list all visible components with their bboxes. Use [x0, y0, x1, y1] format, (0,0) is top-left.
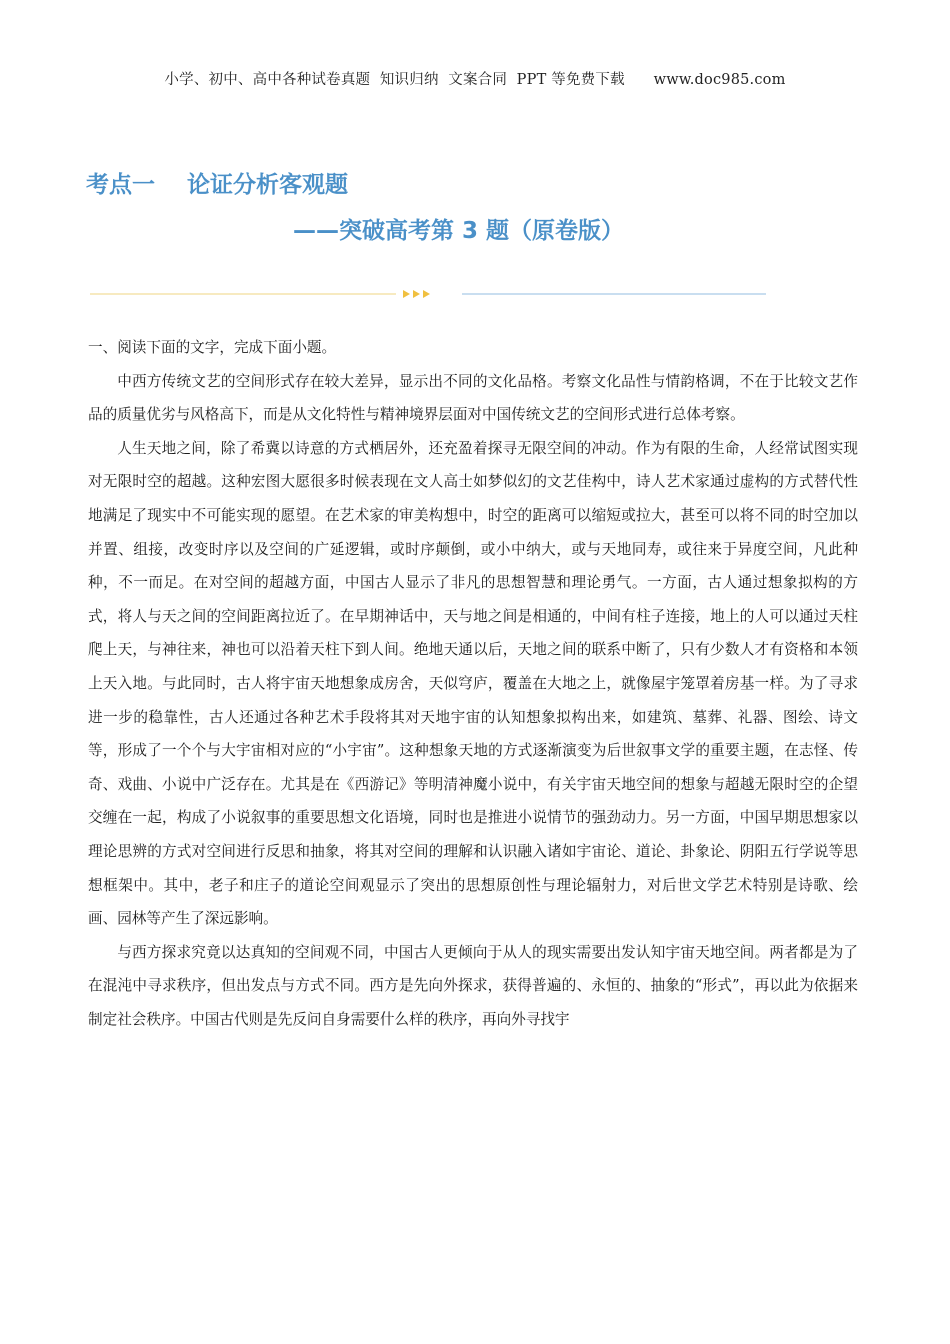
passage-paragraph: 与西方探求究竟以达真知的空间观不同，中国古人更倾向于从人的现实需要出发认知宇宙天地空间。两者都是为了在混沌中寻求秩序，但出发点与方式不同。西方是先向外探求，获得普遍的、永恒的、抽象的“形式”，再以此为依据来制定社会秩序。中国古代则是先反问自身需要什么样的秩序，再向外寻找宇	[88, 943, 858, 1028]
divider-arrow-icon	[403, 290, 410, 298]
passage-paragraph: 人生天地之间，除了希冀以诗意的方式栖居外，还充盈着探寻无限空间的冲动。作为有限的生命，人经常试图实现对无限时空的超越。这种宏图大愿很多时候表现在文人高士如梦似幻的文艺佳构中，诗人艺术家通过虚构的方式替代性地满足了现实中不可能实现的愿望。在艺术家的审美构想中，时空的距离可以缩短或拉大，甚至可以将不同的时空加以并置、组接，改变时序以及空间的广延逻辑，或时序颠倒，或小中纳大，或与天地同寿，或往来于异度空间，凡此种种，不一而足。在对空间的超越方面，中国古人显示了非凡的思想智慧和理论勇气。一方面，古人通过想象拟构的方式，将人与天之间的空间距离拉近了。在早期神话中，天与地之间是相通的，中间有柱子连接，地上的人可以通过天柱爬上天，与神往来，神也可以沿着天柱下到人间。绝地天通以后，天地之间的联系中断了，只有少数人才有资格和本领上天入地。与此同时，古人将宇宙天地想象成房舍，天似穹庐，覆盖在大地之上，就像屋宇笼罩着房基一样。为了寻求进一步的稳靠性，古人还通过各种艺术手段将其对天地宇宙的认知想象拟构出来，如建筑、墓葬、礼器、图绘、诗文等，形成了一个个与大宇宙相对应的“小宇宙”。这种想象天地的方式逐渐演变为后世叙事文学的重要主题，在志怪、传奇、戏曲、小说中广泛存在。尤其是在《西游记》等明清神魔小说中，有关宇宙天地空间的想象与超越无限时空的企望交缠在一起，构成了小说叙事的重要思想文化语境，同时也是推进小说情节的强劲动力。另一方面，中国早期思想家以理论思辨的方式对空间进行反思和抽象，将其对空间的理解和认识融入诸如宇宙论、道论、卦象论、阴阳五行学说等思想框架中。其中，老子和庄子的道论空间观显示了突出的思想原创性与理论辐射力，对后世文学艺术特别是诗歌、绘画、园林等产生了深远影响。	[88, 439, 858, 928]
page-title: 考点一 论证分析客观题	[86, 172, 349, 198]
question-body	[88, 331, 858, 1036]
title-divider	[90, 286, 770, 302]
page-header: 小学、初中、高中各种试卷真题 知识归纳 文案合同 PPT 等免费下载 www.doc985.com	[164, 72, 786, 88]
page-subtitle: ——突破高考第 3 题（原卷版）	[293, 218, 625, 244]
question-heading: 一、阅读下面的文字，完成下面小题。	[88, 339, 337, 356]
divider-arrow-icon	[413, 290, 420, 298]
divider-arrow-icon	[423, 290, 430, 298]
passage-paragraph: 中西方传统文艺的空间形式存在较大差异，显示出不同的文化品格。考察文化品性与情韵格调，不在于比较文艺作品的质量优劣与风格高下，而是从文化特性与精神境界层面对中国传统文艺的空间形式进行总体考察。	[88, 372, 858, 424]
